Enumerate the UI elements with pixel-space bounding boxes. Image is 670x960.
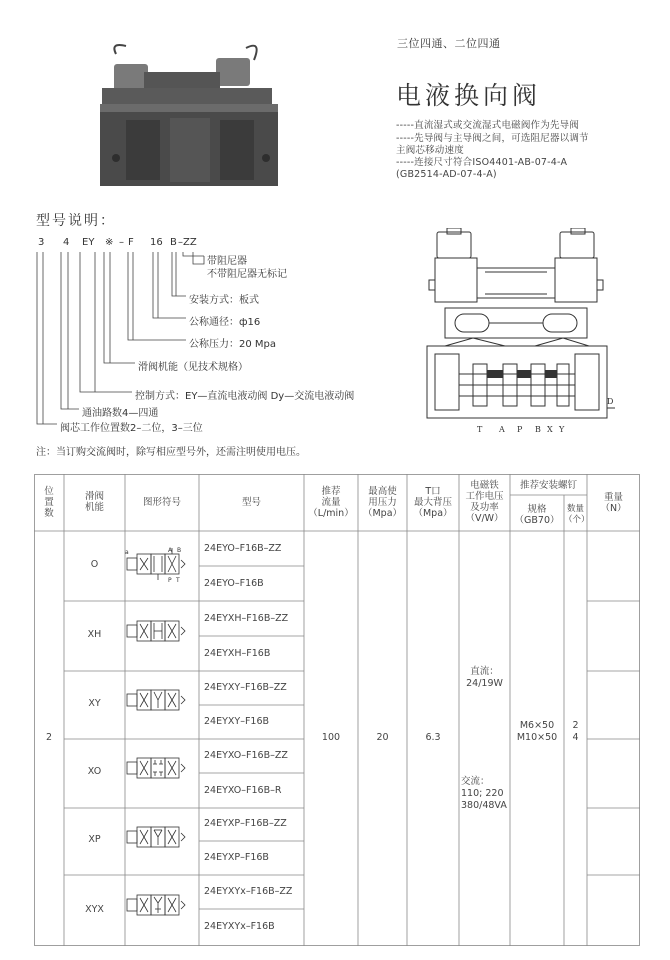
description-line: -----先导阀与主导阀之间，可选阻尼器以调节 bbox=[396, 133, 589, 144]
model-code-part: 16 bbox=[150, 237, 163, 248]
description-line: (GB2514-AD-07-4-A) bbox=[396, 169, 497, 180]
hydraulic-symbol-xy bbox=[125, 684, 199, 720]
port-label-d: D bbox=[607, 397, 614, 406]
product-subtitle: 三位四通、二位四通 bbox=[397, 37, 501, 50]
function-label: XH bbox=[87, 629, 102, 640]
function-label: XYX bbox=[85, 904, 104, 915]
order-note: 注：当订购交流阀时，除写相应型号外，还需注明使用电压。 bbox=[36, 447, 306, 458]
model-number: 24EYXP–F16B–ZZ bbox=[204, 818, 287, 829]
symbol-port-a: a bbox=[125, 549, 129, 556]
model-number: 24EYO–F16B bbox=[204, 578, 264, 589]
explanation-mounting: 安装方式：板式 bbox=[189, 295, 259, 306]
hydraulic-symbol-xo bbox=[125, 752, 199, 788]
port-label-x: X bbox=[547, 425, 553, 434]
hydraulic-symbol-o bbox=[125, 544, 199, 588]
description-line: -----连接尺寸符合ISO4401-AB-07-4-A bbox=[396, 157, 568, 168]
header-screws: 推荐安装螺钉 bbox=[519, 480, 577, 491]
function-label: XO bbox=[87, 766, 102, 777]
model-number: 24EYO–F16B–ZZ bbox=[204, 543, 282, 554]
description-line: 主阀芯移动速度 bbox=[396, 145, 464, 156]
header-weight: 重量 （N） bbox=[600, 492, 627, 514]
product-title: 电液换向阀 bbox=[396, 81, 542, 110]
solenoid-ac: 交流： 110; 220 380/48VA bbox=[461, 776, 507, 811]
port-label-b: B bbox=[535, 425, 541, 434]
header-max-pressure: 最高使 用压力 （Mpa） bbox=[362, 486, 403, 519]
explanation-no-damper: 不带阻尼器无标记 bbox=[207, 269, 287, 280]
header-model: 型号 bbox=[241, 497, 261, 508]
model-number: 24EYXY–F16B–ZZ bbox=[204, 682, 287, 693]
model-code-part: 3 bbox=[38, 237, 45, 248]
port-label-a: A bbox=[499, 425, 505, 434]
model-code-part: 4 bbox=[63, 237, 70, 248]
port-label-t: T bbox=[477, 425, 483, 434]
model-code-part: –ZZ bbox=[178, 237, 197, 248]
t-pressure-value: 6.3 bbox=[425, 732, 441, 743]
model-code-part: – bbox=[119, 237, 124, 248]
model-code-part: F bbox=[128, 237, 134, 248]
symbol-port-T: T bbox=[176, 577, 180, 584]
model-number: 24EYXH–F16B bbox=[204, 648, 271, 659]
header-t-pressure: T口 最大背压 （Mpa） bbox=[413, 486, 453, 519]
header-screw-qty: 数量 （个） bbox=[564, 504, 590, 525]
explanation-damper: 带阻尼器 bbox=[207, 256, 247, 267]
model-number: 24EYXY–F16B bbox=[204, 716, 270, 727]
symbol-port-P: P bbox=[168, 577, 172, 584]
port-label-p: P bbox=[517, 425, 523, 434]
port-label-y: Y bbox=[559, 425, 565, 434]
explanation-diameter: 公称通径：ф16 bbox=[189, 317, 261, 328]
flow-value: 100 bbox=[321, 732, 341, 743]
explanation-ways: 通油路数4—四通 bbox=[82, 408, 159, 419]
model-code-part: EY bbox=[82, 237, 95, 248]
positions-value: 2 bbox=[46, 732, 53, 743]
max-pressure-value: 20 bbox=[376, 732, 389, 743]
model-number: 24EYXH–F16B–ZZ bbox=[204, 613, 289, 624]
hydraulic-symbol-xh bbox=[125, 615, 199, 651]
model-number: 24EYXYx–F16B bbox=[204, 921, 275, 932]
solenoid-dc: 直流： 24/19W bbox=[466, 666, 503, 689]
screw-spec-value: M6×50 M10×50 bbox=[516, 720, 558, 743]
model-code-part: ※ bbox=[105, 237, 114, 248]
function-label: XP bbox=[88, 834, 101, 845]
screw-qty-value: 2 4 bbox=[572, 720, 579, 743]
header-solenoid: 电磁铁 工作电压 及功率 （V/W） bbox=[465, 480, 504, 524]
header-function: 滑阀 机能 bbox=[84, 491, 104, 513]
header-flow: 推荐 流量 （L/min） bbox=[308, 486, 354, 519]
symbol-port-A: A bbox=[168, 547, 173, 554]
model-heading: 型号说明： bbox=[36, 213, 116, 229]
product-photo bbox=[96, 40, 286, 190]
symbol-port-B: B bbox=[177, 547, 182, 554]
spec-table bbox=[34, 474, 640, 946]
model-number: 24EYXYx–F16B–ZZ bbox=[204, 886, 293, 897]
header-positions: 位 置 数 bbox=[44, 486, 54, 519]
explanation-function: 滑阀机能（见技术规格） bbox=[138, 362, 248, 373]
explanation-pressure: 公称压力：20 Mpa bbox=[189, 339, 277, 350]
model-number: 24EYXO–F16B–R bbox=[204, 785, 282, 796]
model-code-part: B bbox=[170, 237, 177, 248]
header-screw-spec: 规格 （GB70） bbox=[514, 504, 560, 526]
function-label: XY bbox=[88, 698, 101, 709]
function-label: O bbox=[90, 559, 99, 570]
header-symbol: 图形符号 bbox=[142, 497, 181, 508]
explanation-positions: 阀芯工作位置数2–二位，3–三位 bbox=[60, 423, 203, 434]
hydraulic-symbol-xyx bbox=[125, 889, 199, 925]
model-number: 24EYXP–F16B bbox=[204, 852, 269, 863]
model-number: 24EYXO–F16B–ZZ bbox=[204, 750, 288, 761]
description-line: -----直流湿式或交流湿式电磁阀作为先导阀 bbox=[396, 120, 580, 131]
explanation-control: 控制方式：EY—直流电液动阀 Dy—交流电液动阀 bbox=[135, 391, 355, 402]
valve-section-diagram bbox=[425, 228, 620, 438]
hydraulic-symbol-xp bbox=[125, 821, 199, 857]
